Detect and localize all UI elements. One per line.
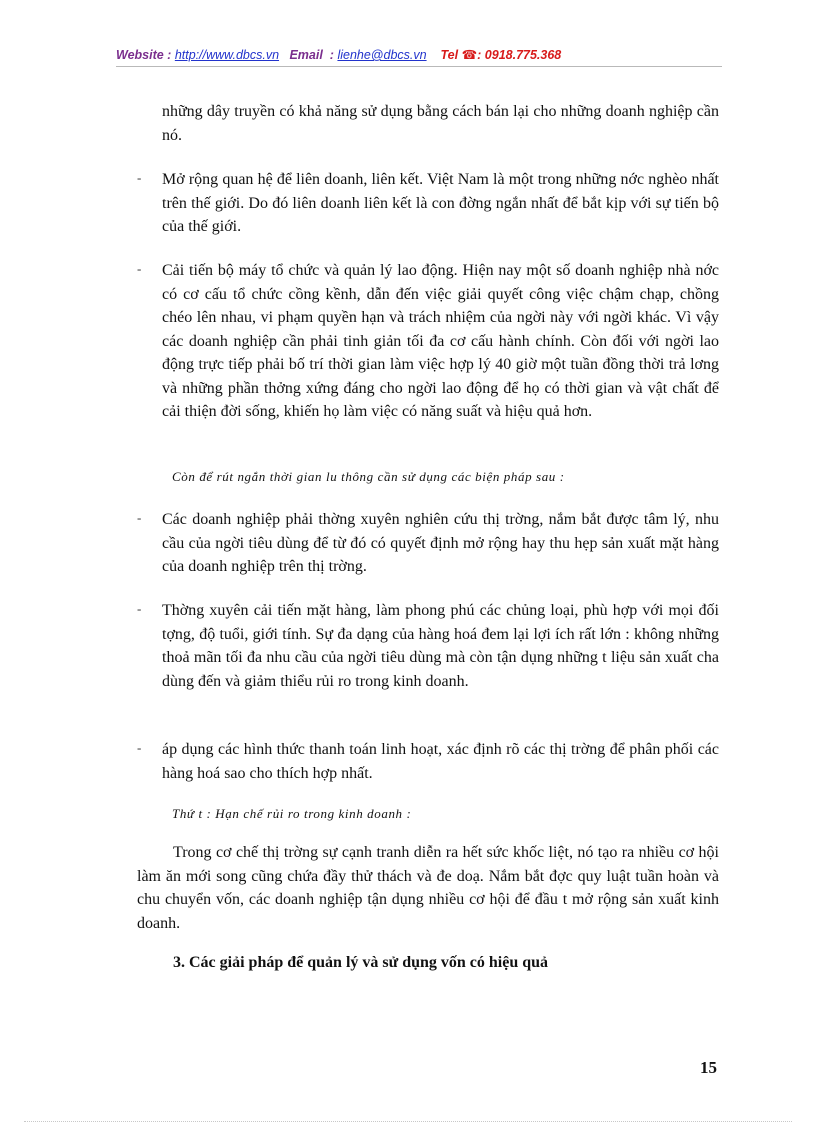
bullet-paragraph-cooperation: Mở rộng quan hệ để liên doanh, liên kết. Việt Nam là một trong những nớc nghèo nhất trên thế giới. Do đó liên doanh liên kết là con đờng ngắn nhất để bắt kịp với sự tiến bộ của thế giới. <box>162 171 719 235</box>
bullet-paragraph-market-research: Các doanh nghiệp phải thờng xuyên nghiên cứu thị trờng, nắm bắt được tâm lý, nhu cầu của ngời tiêu dùng để từ đó có quyết định mở rộng hay thu hẹp sản xuất mặt hàng của doanh nghiệp trên thị trờng. <box>162 511 719 575</box>
paragraph-risk: Trong cơ chế thị trờng sự cạnh tranh diễn ra hết sức khốc liệt, nó tạo ra nhiều cơ hội làm ăn mới song cũng chứa đầy thử thách và đe doạ. Nắm bắt đợc quy luật tuần hoàn và chu chuyển vốn, các doanh nghiệp tận dụng nhiều cơ hội để đầu t mở rộng sản xuất kinh doanh. <box>137 844 719 932</box>
bullet-marker: - <box>137 170 142 185</box>
tel-value: : 0918.775.368 <box>477 48 562 62</box>
bullet-marker: - <box>137 261 142 276</box>
bullet-paragraph-product-improvement: Thờng xuyên cải tiến mặt hàng, làm phong phú các chủng loại, phù hợp với mọi đối tợng, độ tuổi, giới tính. Sự đa dạng của hàng hoá đem lại lợi ích rất lớn : không những thoả mãn tối đa nhu cầu của ngời tiêu dùng mà còn tận dụng những t liệu sản xuất cha dùng đến và giảm thiểu rủi ro trong kinh doanh. <box>162 602 719 690</box>
italic-subheading-risk: Thứ t : Hạn chế rủi ro trong kinh doanh : <box>172 806 412 821</box>
footer-divider <box>24 1121 792 1122</box>
website-label: Website : <box>116 48 172 62</box>
email-label: Email <box>289 48 323 62</box>
bullet-marker: - <box>137 740 142 755</box>
bullet-paragraph-organization: Cải tiến bộ máy tổ chức và quản lý lao động. Hiện nay một số doanh nghiệp nhà nớc có cơ cấu tổ chức cồng kềnh, dẫn đến việc giải quyết công việc chậm chạp, chồng chéo lên nhau, vi phạm quyền hạn và trách nhiệm của ngời này với ngời khác. Vì vậy các doanh nghiệp cần phải tinh giản tối đa cơ cấu hành chính. Còn đối với ngời lao động trực tiếp phải bố trí thời gian làm việc hợp lý 40 giờ một tuần đồng thời trả lơng và những phần thởng xứng đáng cho ngời lao động để họ có thời gian và vật chất để cải thiện đời sống, khiến họ làm việc có năng suất và hiệu quả hơn. <box>162 262 719 420</box>
email-separator: : <box>329 48 334 62</box>
italic-intro-circulation: Còn để rút ngắn thời gian lu thông cần sử dụng các biện pháp sau : <box>172 469 565 484</box>
header-divider <box>116 66 722 67</box>
page-header <box>116 47 720 62</box>
bullet-marker: - <box>137 601 142 616</box>
bullet-marker: - <box>137 510 142 525</box>
page-number: 15 <box>700 1058 717 1077</box>
bullet-paragraph-payment: áp dụng các hình thức thanh toán linh hoạt, xác định rõ các thị trờng để phân phối các hàng hoá sao cho thích hợp nhất. <box>162 741 719 782</box>
phone-icon: ☎ <box>461 48 478 62</box>
section-heading: 3. Các giải pháp để quản lý và sử dụng vốn có hiệu quả <box>173 954 549 971</box>
email-link[interactable]: lienhe@dbcs.vn <box>337 48 427 62</box>
tel-label: Tel <box>440 48 459 62</box>
paragraph-continuation: những dây truyền có khả năng sử dụng bằng cách bán lại cho những doanh nghiệp cần nó. <box>162 103 719 144</box>
website-link[interactable]: http://www.dbcs.vn <box>174 48 280 62</box>
